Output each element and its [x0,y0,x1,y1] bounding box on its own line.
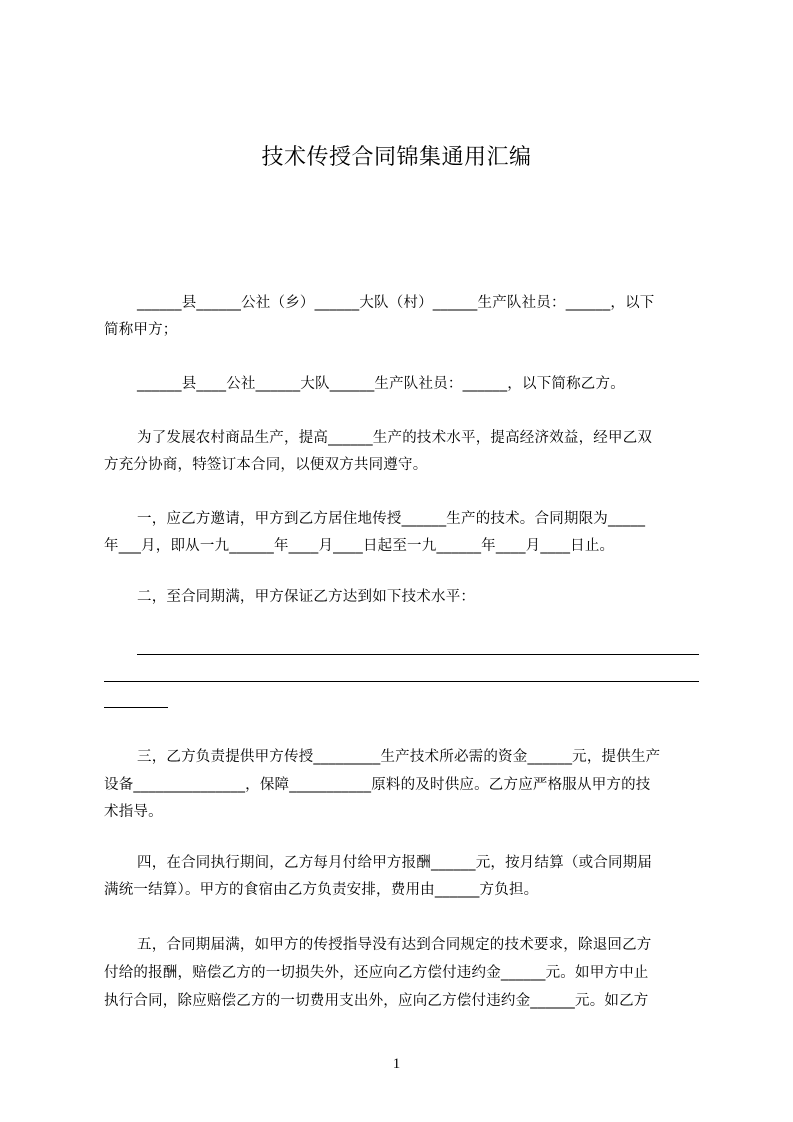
paragraph-line: ______县____公社______大队______生产队社员：______，以下简称乙方。 [137,376,625,392]
paragraph-line: 一，应乙方邀请，甲方到乙方居住地传授______生产的技术。合同期限为_____ [137,511,646,527]
paragraph-line: 设备_______________，保障___________原料的及时供应。乙方应严格服从甲方的技 [104,777,651,793]
blank-fill-line [104,707,168,708]
paragraph-line: 简称甲方； [104,322,178,338]
document-title: 技术传授合同锦集通用汇编 [261,145,532,170]
paragraph-line: 方充分协商，特签订本合同，以便双方共同遵守。 [104,457,428,473]
paragraph-line: 二，至合同期满，甲方保证乙方达到如下技术水平： [137,589,476,605]
paragraph-line: 年___月，即从一九______年____月____日起至一九______年____月____日止。 [104,538,615,554]
paragraph-line: 术指导。 [104,804,163,820]
paragraph-line: 执行合同，除应赔偿乙方的一切费用支出外，应向乙方偿付违约金______元。如乙方 [104,993,649,1009]
blank-fill-line [137,654,699,655]
paragraph-line: 满统一结算）。甲方的食宿由乙方负责安排，费用由______方负担。 [104,882,539,898]
paragraph-line: 五，合同期届满，如甲方的传授指导没有达到合同规定的技术要求，除退回乙方 [137,937,652,953]
paragraph-line: ______县______公社（乡）______大队（村）______生产队社员：______，以下 [137,295,655,311]
paragraph-line: 为了发展农村商品生产，提高______生产的技术水平，提高经济效益，经甲乙双 [137,430,653,446]
paragraph-line: 三，乙方负责提供甲方传授_________生产技术所必需的资金______元，提供生产 [137,749,661,765]
paragraph-line: 付给的报酬，赔偿乙方的一切损失外，还应向乙方偿付违约金______元。如甲方中止 [104,965,649,981]
page-number: 1 [392,1056,401,1072]
paragraph-line: 四，在合同执行期间，乙方每月付给甲方报酬______元，按月结算（或合同期届 [137,855,653,871]
blank-fill-line [104,681,699,682]
